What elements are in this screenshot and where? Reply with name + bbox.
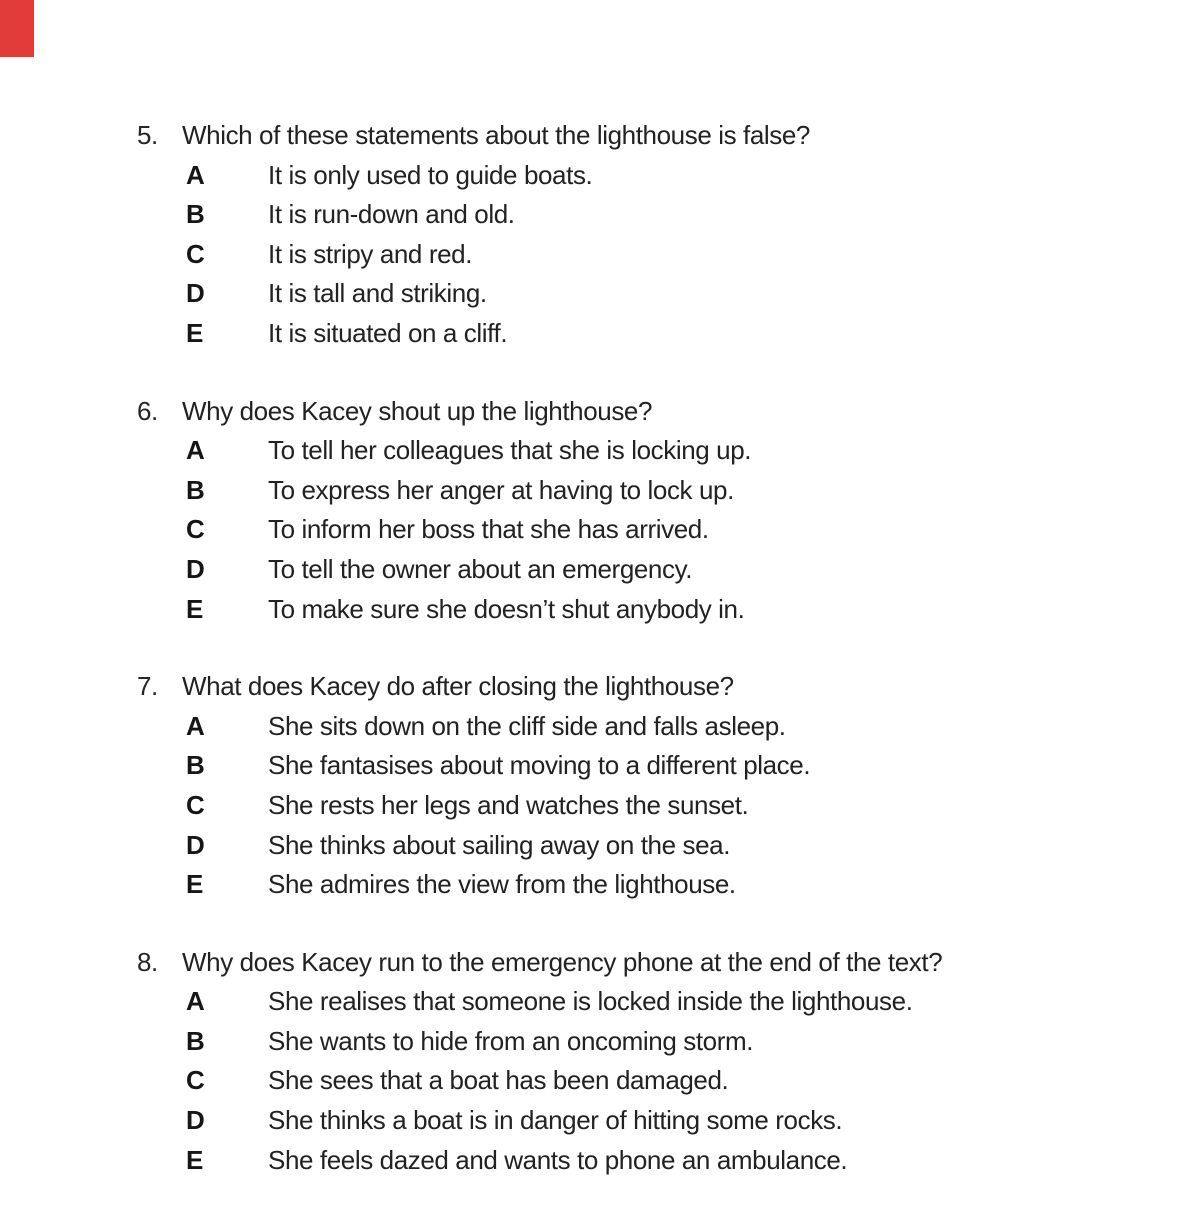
- question-number: 5.: [137, 120, 158, 150]
- question-heading: [137, 667, 1097, 707]
- option-row: [137, 982, 1097, 1022]
- question-block-5: [137, 116, 1097, 354]
- option-text: To tell the owner about an emergency.: [268, 553, 693, 584]
- question-heading: [137, 392, 1097, 432]
- option-text: She thinks about sailing away on the sea.: [268, 829, 731, 860]
- option-text: She admires the view from the lighthouse.: [268, 869, 736, 900]
- option-text: It is run-down and old.: [268, 199, 515, 230]
- question-number: 7.: [137, 671, 158, 702]
- option-letter: C: [186, 238, 205, 269]
- option-letter: B: [186, 750, 205, 781]
- option-letter: E: [186, 1144, 203, 1175]
- question-text: Why does Kacey run to the emergency phone at the end of the text?: [182, 946, 943, 977]
- option-text: To express her anger at having to lock up.: [268, 474, 734, 505]
- question-heading: [137, 116, 1097, 156]
- option-row: [137, 707, 1097, 747]
- option-row: [137, 1101, 1097, 1141]
- option-text: It is situated on a cliff.: [268, 317, 508, 348]
- option-row: [137, 590, 1097, 630]
- option-row: [137, 1022, 1097, 1062]
- option-text: To tell her colleagues that she is locking up.: [268, 435, 752, 466]
- option-row: [137, 865, 1097, 905]
- option-row: [137, 1141, 1097, 1181]
- option-letter: A: [186, 710, 205, 741]
- option-letter: B: [186, 1025, 205, 1056]
- option-letter: C: [186, 1065, 205, 1096]
- option-row: [137, 274, 1097, 314]
- option-letter: A: [186, 986, 205, 1017]
- option-text: She sees that a boat has been damaged.: [268, 1065, 729, 1096]
- page-edge-marker: [0, 0, 34, 57]
- option-row: [137, 826, 1097, 866]
- option-text: She sits down on the cliff side and falls asleep.: [268, 710, 786, 741]
- question-number: 6.: [137, 395, 158, 426]
- question-text: What does Kacey do after closing the lighthouse?: [182, 671, 734, 702]
- option-row: [137, 156, 1097, 196]
- option-letter: C: [186, 514, 205, 545]
- option-row: [137, 1061, 1097, 1101]
- option-text: She wants to hide from an oncoming storm.: [268, 1025, 754, 1056]
- option-row: [137, 471, 1097, 511]
- questions-list: [137, 116, 1097, 1218]
- option-row: [137, 314, 1097, 354]
- question-block-6: [137, 392, 1097, 630]
- option-text: It is tall and striking.: [268, 278, 487, 309]
- question-number: 8.: [137, 946, 158, 977]
- option-row: [137, 195, 1097, 235]
- option-letter: B: [186, 199, 205, 230]
- option-row: [137, 786, 1097, 826]
- option-text: It is only used to guide boats.: [268, 159, 593, 190]
- option-text: It is stripy and red.: [268, 238, 473, 269]
- question-block-7: [137, 667, 1097, 905]
- option-letter: E: [186, 317, 203, 348]
- option-row: [137, 746, 1097, 786]
- option-row: [137, 510, 1097, 550]
- option-text: To inform her boss that she has arrived.: [268, 514, 709, 545]
- option-text: She thinks a boat is in danger of hitting some rocks.: [268, 1105, 843, 1136]
- option-letter: D: [186, 553, 205, 584]
- option-letter: D: [186, 829, 205, 860]
- option-letter: A: [186, 435, 205, 466]
- option-letter: B: [186, 474, 205, 505]
- option-row: [137, 550, 1097, 590]
- option-row: [137, 431, 1097, 471]
- question-block-8: [137, 943, 1097, 1181]
- option-letter: E: [186, 593, 203, 624]
- option-letter: D: [186, 1105, 205, 1136]
- option-text: To make sure she doesn’t shut anybody in.: [268, 593, 745, 624]
- question-text: Why does Kacey shout up the lighthouse?: [182, 395, 653, 426]
- option-row: [137, 235, 1097, 275]
- option-text: She feels dazed and wants to phone an ambulance.: [268, 1144, 848, 1175]
- option-letter: D: [186, 278, 205, 309]
- option-letter: C: [186, 789, 205, 820]
- option-letter: A: [186, 159, 205, 190]
- option-text: She realises that someone is locked inside the lighthouse.: [268, 986, 913, 1017]
- option-text: She fantasises about moving to a different place.: [268, 750, 811, 781]
- question-text: Which of these statements about the lighthouse is false?: [182, 120, 810, 150]
- option-letter: E: [186, 869, 203, 900]
- question-heading: [137, 943, 1097, 983]
- option-text: She rests her legs and watches the sunset.: [268, 789, 749, 820]
